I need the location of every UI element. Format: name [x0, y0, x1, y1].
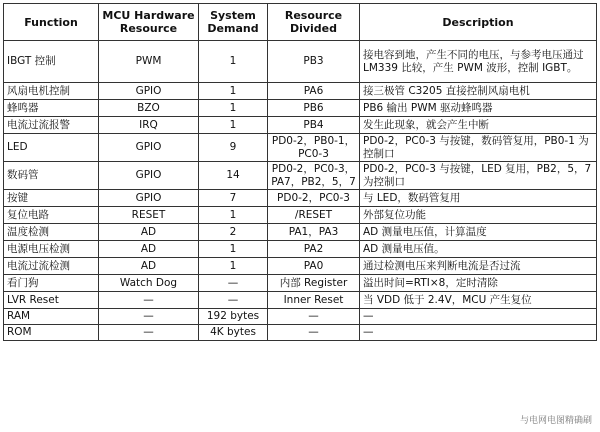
- table-row: [4, 309, 597, 325]
- cell-demand: 1: [199, 258, 268, 275]
- cell-demand: 2: [199, 224, 268, 241]
- cell-function: 数码管: [4, 162, 99, 190]
- table-row: [4, 190, 597, 207]
- cell-divided: —: [268, 325, 360, 341]
- cell-function: 按键: [4, 190, 99, 207]
- cell-mcu: —: [99, 325, 199, 341]
- resource-allocation-table: [3, 3, 597, 341]
- cell-description: 溢出时间=RTI×8，定时清除: [360, 275, 597, 292]
- cell-divided: PA2: [268, 241, 360, 258]
- cell-demand: 192 bytes: [199, 309, 268, 325]
- cell-divided: PD0-2，PC0-3，PA7，PB2，5，7: [268, 162, 360, 190]
- table-row: [4, 224, 597, 241]
- cell-demand: 1: [199, 117, 268, 134]
- header-mcu-resource: MCU Hardware Resource: [99, 4, 199, 41]
- cell-demand: 4K bytes: [199, 325, 268, 341]
- cell-description: PB6 输出 PWM 驱动蜂鸣器: [360, 100, 597, 117]
- cell-description: AD 测量电压值。: [360, 241, 597, 258]
- cell-description: PD0-2，PC0-3 与按键，数码管复用，PB0-1 为控制口: [360, 134, 597, 162]
- cell-demand: —: [199, 292, 268, 309]
- cell-description: AD 测量电压值，计算温度: [360, 224, 597, 241]
- cell-description: 接电容到地，产生不同的电压，与参考电压通过 LM339 比较，产生 PWM 波形，控制 IGBT。: [360, 41, 597, 83]
- cell-mcu: Watch Dog: [99, 275, 199, 292]
- cell-function: RAM: [4, 309, 99, 325]
- cell-description: 发生此现象，就会产生中断: [360, 117, 597, 134]
- cell-function: 电流过流检测: [4, 258, 99, 275]
- cell-demand: 1: [199, 207, 268, 224]
- table-row: [4, 258, 597, 275]
- cell-function: 蜂鸣器: [4, 100, 99, 117]
- cell-description: 与 LED，数码管复用: [360, 190, 597, 207]
- table-row: [4, 117, 597, 134]
- cell-function: LED: [4, 134, 99, 162]
- cell-function: 电流过流报警: [4, 117, 99, 134]
- table-row: [4, 83, 597, 100]
- cell-function: 看门狗: [4, 275, 99, 292]
- cell-divided: —: [268, 309, 360, 325]
- table-row: [4, 325, 597, 341]
- cell-divided: PA1，PA3: [268, 224, 360, 241]
- cell-divided: Inner Reset: [268, 292, 360, 309]
- cell-mcu: AD: [99, 258, 199, 275]
- cell-function: 电源电压检测: [4, 241, 99, 258]
- cell-function: 温度检测: [4, 224, 99, 241]
- cell-demand: 7: [199, 190, 268, 207]
- cell-divided: PA6: [268, 83, 360, 100]
- cell-mcu: GPIO: [99, 190, 199, 207]
- cell-mcu: AD: [99, 241, 199, 258]
- cell-description: —: [360, 325, 597, 341]
- cell-mcu: GPIO: [99, 83, 199, 100]
- cell-divided: 内部 Register: [268, 275, 360, 292]
- table-row: [4, 241, 597, 258]
- cell-mcu: —: [99, 292, 199, 309]
- cell-mcu: —: [99, 309, 199, 325]
- cell-mcu: BZO: [99, 100, 199, 117]
- table-row: [4, 134, 597, 162]
- table-row: [4, 41, 597, 83]
- cell-divided: PB6: [268, 100, 360, 117]
- table-row: [4, 275, 597, 292]
- cell-demand: 1: [199, 41, 268, 83]
- cell-description: PD0-2，PC0-3 与按键，LED 复用，PB2，5，7 为控制口: [360, 162, 597, 190]
- cell-description: 通过检测电压来判断电流是否过流: [360, 258, 597, 275]
- cell-description: —: [360, 309, 597, 325]
- table-row: [4, 207, 597, 224]
- cell-function: LVR Reset: [4, 292, 99, 309]
- cell-divided: PA0: [268, 258, 360, 275]
- cell-divided: /RESET: [268, 207, 360, 224]
- cell-divided: PD0-2，PB0-1，PC0-3: [268, 134, 360, 162]
- header-function: Function: [4, 4, 99, 41]
- watermark-text: 与电网电图精确刷: [520, 413, 592, 426]
- cell-description: 外部复位功能: [360, 207, 597, 224]
- header-system-demand: System Demand: [199, 4, 268, 41]
- cell-function: ROM: [4, 325, 99, 341]
- cell-function: 复位电路: [4, 207, 99, 224]
- table-row: [4, 292, 597, 309]
- cell-mcu: AD: [99, 224, 199, 241]
- table-row: [4, 100, 597, 117]
- cell-function: 风扇电机控制: [4, 83, 99, 100]
- table-row: [4, 162, 597, 190]
- cell-demand: —: [199, 275, 268, 292]
- cell-description: 当 VDD 低于 2.4V，MCU 产生复位: [360, 292, 597, 309]
- header-resource-divided: Resource Divided: [268, 4, 360, 41]
- cell-demand: 9: [199, 134, 268, 162]
- table-header-row: [4, 4, 597, 41]
- cell-mcu: PWM: [99, 41, 199, 83]
- cell-demand: 14: [199, 162, 268, 190]
- cell-mcu: GPIO: [99, 162, 199, 190]
- cell-mcu: GPIO: [99, 134, 199, 162]
- cell-divided: PB3: [268, 41, 360, 83]
- cell-function: IBGT 控制: [4, 41, 99, 83]
- cell-demand: 1: [199, 241, 268, 258]
- cell-demand: 1: [199, 83, 268, 100]
- cell-mcu: IRQ: [99, 117, 199, 134]
- cell-mcu: RESET: [99, 207, 199, 224]
- cell-description: 接三极管 C3205 直接控制风扇电机: [360, 83, 597, 100]
- cell-divided: PB4: [268, 117, 360, 134]
- cell-demand: 1: [199, 100, 268, 117]
- cell-divided: PD0-2，PC0-3: [268, 190, 360, 207]
- header-description: Description: [360, 4, 597, 41]
